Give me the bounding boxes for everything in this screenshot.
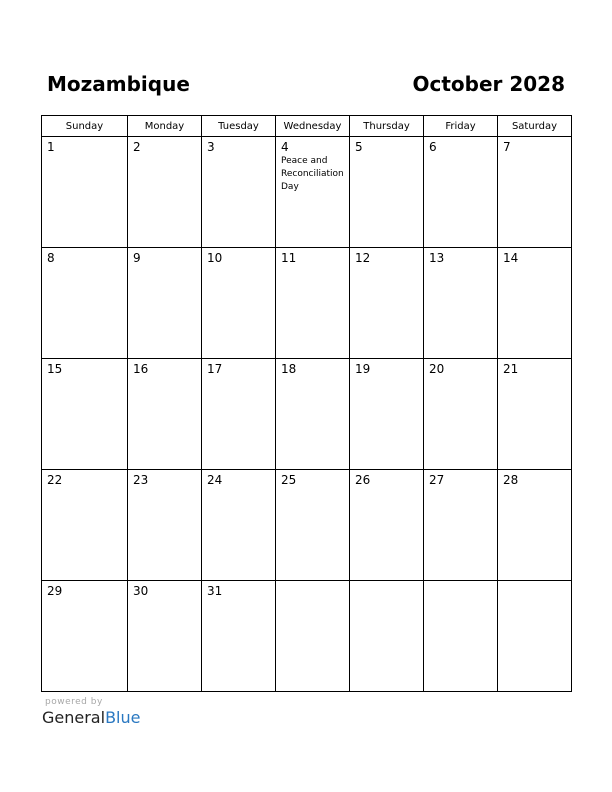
- day-number: 9: [133, 251, 141, 265]
- day-number: 18: [281, 362, 297, 376]
- powered-by-text: powered by: [45, 697, 103, 707]
- event-label: [128, 598, 201, 599]
- event-label: [350, 584, 423, 585]
- event-label: [276, 584, 349, 585]
- month-year-title: October 2028: [412, 72, 565, 96]
- day-number: 10: [207, 251, 223, 265]
- day-number: 19: [355, 362, 371, 376]
- day-number: 29: [47, 584, 63, 598]
- event-label: [202, 265, 275, 266]
- event-label: [498, 487, 571, 488]
- event-label: [424, 376, 497, 377]
- event-label: [202, 598, 275, 599]
- event-label: [276, 265, 349, 266]
- weekday-wednesday: Wednesday: [276, 116, 350, 137]
- week-row: [42, 581, 572, 692]
- day-cell: [424, 137, 498, 248]
- day-cell: [202, 137, 276, 248]
- day-number: 8: [47, 251, 55, 265]
- day-number: 27: [429, 473, 445, 487]
- day-cell: [424, 248, 498, 359]
- day-cell: [350, 470, 424, 581]
- day-cell: [276, 359, 350, 470]
- day-number: 24: [207, 473, 223, 487]
- weekday-saturday: Saturday: [498, 116, 572, 137]
- day-number: 21: [503, 362, 519, 376]
- day-cell: [42, 581, 128, 692]
- logo-blue-text: Blue: [105, 708, 141, 727]
- day-number: 23: [133, 473, 149, 487]
- day-number: 6: [429, 140, 437, 154]
- event-label: [128, 154, 201, 155]
- event-label: [424, 584, 497, 585]
- week-row: [42, 137, 572, 248]
- week-row: [42, 470, 572, 581]
- day-cell: [350, 581, 424, 692]
- event-label: [128, 487, 201, 488]
- day-cell: [128, 248, 202, 359]
- event-label: [42, 265, 127, 266]
- event-label: [42, 154, 127, 155]
- day-cell: [350, 137, 424, 248]
- holiday-label: Peace and Reconciliation Day: [281, 156, 344, 192]
- weekday-thursday: Thursday: [350, 116, 424, 137]
- day-cell: [424, 470, 498, 581]
- day-cell: [424, 581, 498, 692]
- event-label: [424, 265, 497, 266]
- day-cell: [128, 581, 202, 692]
- day-number: 22: [47, 473, 63, 487]
- day-cell: [42, 248, 128, 359]
- day-number: 14: [503, 251, 519, 265]
- event-label: [424, 154, 497, 155]
- weekday-friday: Friday: [424, 116, 498, 137]
- day-number: 28: [503, 473, 519, 487]
- event-label: [276, 487, 349, 488]
- day-number: 12: [355, 251, 371, 265]
- weekday-sunday: Sunday: [42, 116, 128, 137]
- day-cell: [42, 359, 128, 470]
- day-cell: [498, 248, 572, 359]
- day-cell: [42, 137, 128, 248]
- logo-general-text: General: [42, 708, 106, 727]
- day-cell: [202, 581, 276, 692]
- calendar-grid: [41, 115, 572, 692]
- week-row: [42, 359, 572, 470]
- event-label: [350, 154, 423, 155]
- day-cell: [498, 470, 572, 581]
- event-label: [498, 154, 571, 155]
- day-cell: [276, 248, 350, 359]
- day-number: 2: [133, 140, 141, 154]
- day-number: 13: [429, 251, 445, 265]
- event-label: [42, 376, 127, 377]
- event-label: [498, 584, 571, 585]
- country-title: Mozambique: [47, 72, 190, 96]
- event-label: [128, 265, 201, 266]
- day-cell: [128, 137, 202, 248]
- day-cell: [350, 359, 424, 470]
- event-label: [202, 376, 275, 377]
- day-cell: [498, 137, 572, 248]
- day-cell: [276, 581, 350, 692]
- event-label: [498, 265, 571, 266]
- event-label: [202, 487, 275, 488]
- event-label: [276, 376, 349, 377]
- weekday-monday: Monday: [128, 116, 202, 137]
- day-number: 5: [355, 140, 363, 154]
- day-number: 1: [47, 140, 55, 154]
- day-number: 25: [281, 473, 297, 487]
- weekday-header-row: [42, 116, 572, 137]
- event-label: [350, 265, 423, 266]
- week-row: [42, 248, 572, 359]
- day-number: 30: [133, 584, 149, 598]
- day-cell: [276, 470, 350, 581]
- day-number: 17: [207, 362, 223, 376]
- day-cell: [202, 248, 276, 359]
- day-cell: [498, 581, 572, 692]
- day-cell: [128, 470, 202, 581]
- day-cell: [350, 248, 424, 359]
- day-cell: [276, 137, 350, 248]
- event-label: [202, 154, 275, 155]
- day-number: 26: [355, 473, 371, 487]
- day-cell: [202, 359, 276, 470]
- generalblue-logo[interactable]: [42, 708, 140, 727]
- event-label: [42, 487, 127, 488]
- event-label: [128, 376, 201, 377]
- day-number: 15: [47, 362, 63, 376]
- day-cell: [128, 359, 202, 470]
- event-label: [42, 598, 127, 599]
- day-cell: [42, 470, 128, 581]
- day-number: 4: [281, 140, 289, 154]
- event-label: [350, 487, 423, 488]
- day-number: 20: [429, 362, 445, 376]
- event-label: [424, 487, 497, 488]
- day-number: 11: [281, 251, 297, 265]
- day-number: 16: [133, 362, 149, 376]
- day-number: 3: [207, 140, 215, 154]
- weekday-tuesday: Tuesday: [202, 116, 276, 137]
- day-cell: [424, 359, 498, 470]
- event-label: [498, 376, 571, 377]
- day-cell: [202, 470, 276, 581]
- day-number: 7: [503, 140, 511, 154]
- day-cell: [498, 359, 572, 470]
- day-number: 31: [207, 584, 223, 598]
- event-label: [350, 376, 423, 377]
